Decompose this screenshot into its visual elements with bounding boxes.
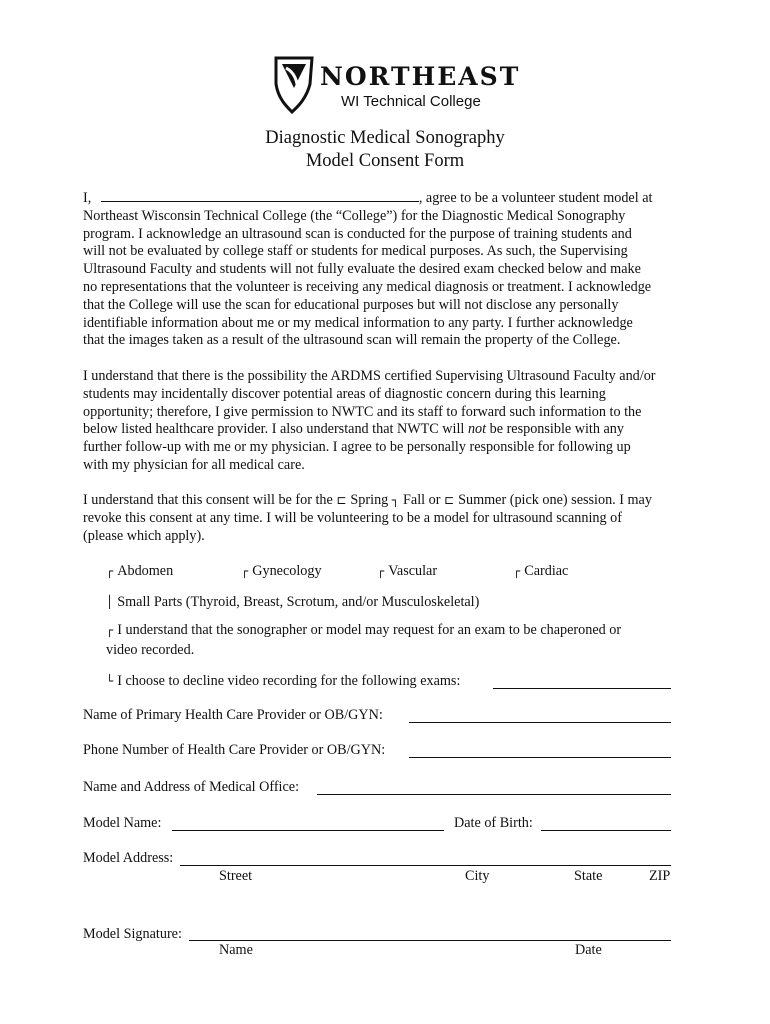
fall-checkbox[interactable]: ┐ (391, 493, 400, 507)
summer-label: Summer (pick one) session. I may (458, 492, 652, 508)
shield-logo-icon (272, 54, 316, 116)
fall-label: Fall or (403, 492, 441, 508)
spring-checkbox[interactable]: ⊏ (336, 493, 347, 507)
decline-video-checkbox[interactable]: └ (106, 674, 114, 688)
street-caption: Street (219, 868, 253, 884)
para1-i-label: I, (83, 190, 92, 206)
para2-line-3: opportunity; therefore, I give permission to NWTC and its staff to forward such information to the (83, 403, 642, 420)
small-parts-label: Small Parts (Thyroid, Breast, Scrotum, and/or Musculoskeletal) (117, 594, 480, 610)
para1-line-3: program. I acknowledge an ultrasound scan is conducted for the purpose of training students and (83, 225, 632, 242)
small-parts-checkbox[interactable]: │ (106, 595, 114, 609)
signature-date-caption: Date (575, 942, 602, 958)
vascular-checkbox[interactable]: ┌ (377, 564, 385, 578)
gynecology-checkbox[interactable]: ┌ (241, 564, 249, 578)
chaperone-label-line-1: I understand that the sonographer or model may request for an exam to be chaperoned or (117, 622, 622, 638)
date-of-birth-field[interactable] (541, 830, 671, 831)
consent-paragraph-1 (83, 190, 693, 350)
consent-paragraph-2 (83, 368, 693, 475)
para2-emphasis-not: not (467, 421, 487, 438)
para2-line-2: students may incidentally discover potential areas of diagnostic concern during this learning (83, 385, 606, 402)
signature-name-caption: Name (219, 942, 253, 958)
para2-line-6: with my physician for all medical care. (83, 456, 305, 473)
abdomen-label: Abdomen (117, 563, 174, 579)
form-subtitle: Model Consent Form (305, 151, 465, 171)
chaperone-option[interactable] (106, 622, 621, 639)
para1-line-6: no representations that the volunteer is receiving any medical diagnosis or treatment. I acknowledge (83, 278, 652, 295)
para1-line-5: Ultrasound Faculty and students will not fully evaluate the desired exam checked below and make (83, 261, 641, 278)
para2-line-4-start: below listed healthcare provider. I also understand that NWTC will (83, 421, 468, 438)
para1-line-1-end: , agree to be a volunteer student model at (418, 190, 653, 206)
consent-paragraph-3 (83, 492, 693, 545)
para1-line-8: identifiable information about me or my medical information to any party. I further acknowledge (83, 314, 633, 331)
form-title: Diagnostic Medical Sonography (265, 128, 505, 148)
para1-line-1 (83, 190, 693, 208)
para1-line-4: will not be evaluated by college staff or students for medical purposes. As such, the Supervising (83, 243, 628, 260)
primary-provider-field[interactable] (409, 722, 671, 723)
model-name-field[interactable] (172, 830, 444, 831)
para1-line-7: that the College will use the scan for educational purposes but will not disclose any personally (83, 296, 619, 313)
volunteer-name-field[interactable] (101, 201, 419, 202)
exam-small-parts[interactable] (106, 594, 479, 611)
para2-line-4-end: be responsible with any (486, 421, 624, 438)
para3-line-2: revoke this consent at any time. I will be volunteering to be a model for ultrasound scanning of (83, 509, 622, 526)
gynecology-label: Gynecology (252, 563, 322, 579)
vascular-label: Vascular (388, 563, 438, 579)
exam-gynecology[interactable] (241, 563, 322, 580)
para1-line-9: that the images taken as a result of the ultrasound scan will remain the property of the College. (83, 332, 621, 349)
medical-office-field[interactable] (317, 794, 671, 795)
model-signature-field[interactable] (189, 940, 671, 941)
date-of-birth-label: Date of Birth: (454, 815, 533, 831)
exam-vascular[interactable] (377, 563, 437, 580)
model-address-field[interactable] (180, 865, 671, 866)
para3-line-3: (please which apply). (83, 527, 205, 544)
primary-provider-label: Name of Primary Health Care Provider or OB/GYN: (83, 707, 383, 723)
state-caption: State (574, 868, 603, 884)
city-caption: City (465, 868, 490, 884)
cardiac-label: Cardiac (524, 563, 569, 579)
logo-subtitle: WI Technical College (341, 93, 481, 110)
medical-office-label: Name and Address of Medical Office: (83, 779, 300, 795)
college-logo (272, 54, 521, 116)
model-name-label: Model Name: (83, 815, 162, 831)
chaperone-label-line-2: video recorded. (106, 642, 195, 658)
abdomen-checkbox[interactable]: ┌ (106, 564, 114, 578)
exam-cardiac[interactable] (513, 563, 568, 580)
zip-caption: ZIP (649, 868, 671, 884)
model-address-label: Model Address: (83, 850, 174, 866)
para2-line-1: I understand that there is the possibility the ARDMS certified Supervising Ultrasound Faculty and/or (83, 368, 656, 384)
para2-line-4 (83, 421, 693, 439)
provider-phone-field[interactable] (409, 757, 671, 758)
logo-wordmark: NORTHEAST (320, 62, 521, 91)
decline-video-label: I choose to decline video recording for the following exams: (117, 673, 461, 689)
summer-checkbox[interactable]: ⊏ (444, 493, 455, 507)
para1-line-2: Northeast Wisconsin Technical College (the “College”) for the Diagnostic Medical Sonography (83, 207, 626, 224)
decline-exams-field[interactable] (493, 688, 671, 689)
cardiac-checkbox[interactable]: ┌ (513, 564, 521, 578)
para2-line-5: further follow-up with me or my physician. I agree to be personally responsible for following up (83, 439, 631, 456)
provider-phone-label: Phone Number of Health Care Provider or OB/GYN: (83, 742, 386, 758)
session-intro: I understand that this consent will be for the (83, 492, 337, 508)
exam-abdomen[interactable] (106, 563, 173, 580)
decline-video-option[interactable] (106, 673, 460, 690)
session-choice-line (83, 492, 693, 510)
chaperone-checkbox[interactable]: ┌ (106, 623, 114, 637)
model-signature-label: Model Signature: (83, 926, 182, 942)
spring-label: Spring (350, 492, 389, 508)
